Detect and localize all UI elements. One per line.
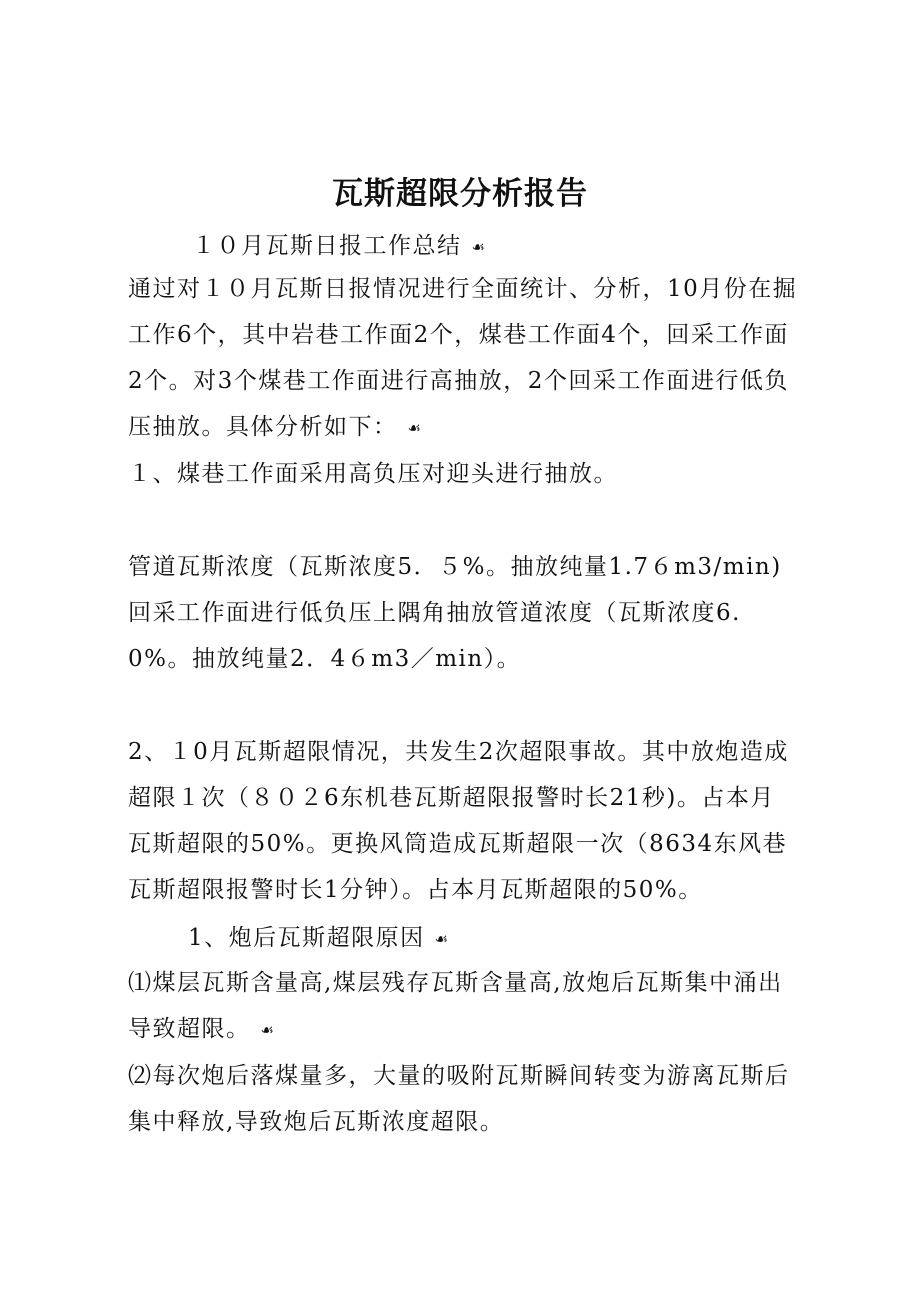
- pipe-concentration-paragraph: 管道瓦斯浓度（瓦斯浓度5．５%。抽放纯量1.7６m3/min)回采工作面进行低负压上隅角抽放管道浓度（瓦斯浓度6.0%。抽放纯量2．4６m3／min）。: [128, 554, 782, 672]
- paragraph-mark-icon: ☙: [471, 238, 487, 256]
- report-title: 瓦斯超限分析报告: [332, 176, 588, 212]
- intro-paragraph: [128, 266, 798, 451]
- cause-heading-text: 1、炮后瓦斯超限原因: [188, 925, 425, 951]
- monthly-summary-heading: [192, 223, 812, 270]
- cause-1-text: ⑴煤层瓦斯含量高,煤层残存瓦斯含量高,放炮后瓦斯集中涌出导致超限。: [128, 970, 783, 1042]
- item-1-paragraph: １、煤巷工作面采用高负压对迎头进行抽放。: [128, 461, 618, 487]
- paragraph-mark-icon: ☙: [434, 930, 450, 948]
- cause-1-paragraph: [128, 960, 798, 1053]
- item-2-paragraph: 2、１0月瓦斯超限情况，共发生2次超限事故。其中放炮造成超限１次（８０２6东机巷瓦斯超限报警时长21秒)。占本月瓦斯超限的50%。更换风筒造成瓦斯超限一次（8634东风巷瓦斯超限报警时长1分钟）。占本月瓦斯超限的50%。: [128, 739, 789, 903]
- monthly-summary-text: １０月瓦斯日报工作总结: [192, 233, 462, 259]
- intro-text: 通过对１０月瓦斯日报情况进行全面统计、分析，10月份在掘工作6个，其中岩巷工作面2个，煤巷工作面4个，回采工作面2个。对3个煤巷工作面进行高抽放，2个回采工作面进行低负压抽放。具体分析如下：: [128, 276, 798, 440]
- cause-heading: [188, 915, 808, 962]
- paragraph-mark-icon: ☙: [260, 1021, 276, 1039]
- paragraph-mark-icon: ☙: [407, 419, 423, 437]
- cause-2-paragraph: ⑵每次炮后落煤量多，大量的吸附瓦斯瞬间转变为游离瓦斯后集中释放,导致炮后瓦斯浓度超限。: [128, 1063, 790, 1135]
